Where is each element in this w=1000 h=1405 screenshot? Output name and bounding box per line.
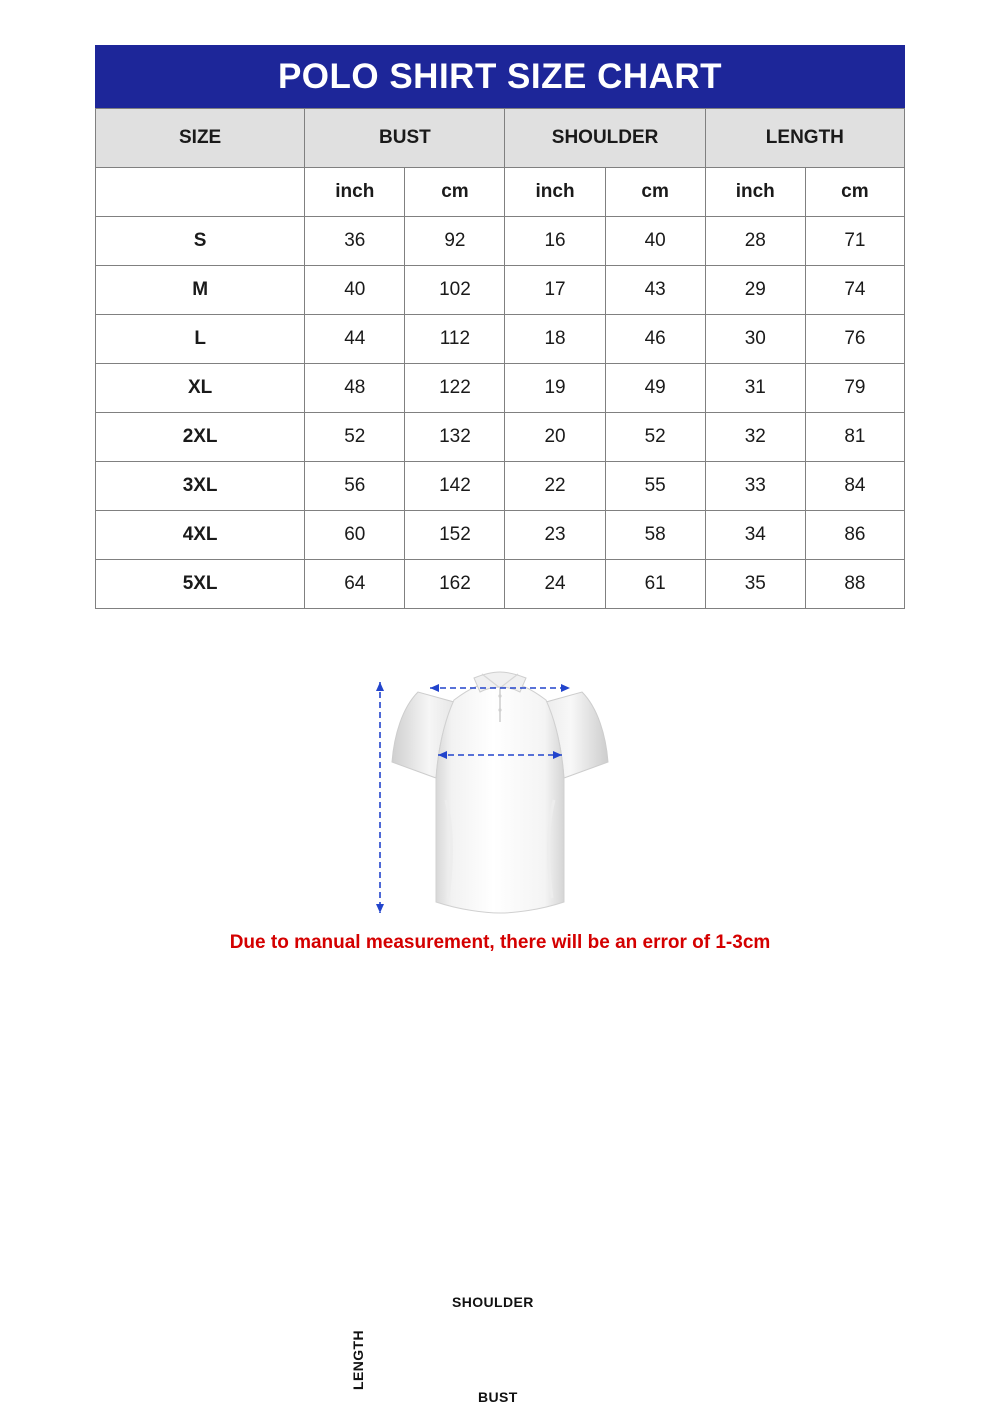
cell-length-inch: 29 — [705, 266, 805, 315]
cell-length-cm: 81 — [805, 413, 904, 462]
cell-size: 5XL — [96, 560, 305, 609]
table-row — [96, 462, 905, 511]
table-group-header-row — [96, 109, 905, 168]
table-row — [96, 266, 905, 315]
cell-length-inch: 32 — [705, 413, 805, 462]
cell-length-cm: 74 — [805, 266, 904, 315]
cell-shoulder-inch: 17 — [505, 266, 605, 315]
cell-length-inch: 28 — [705, 217, 805, 266]
length-measure-label: LENGTH — [350, 1330, 366, 1390]
table-row — [96, 560, 905, 609]
cell-length-cm: 86 — [805, 511, 904, 560]
cell-length-cm: 76 — [805, 315, 904, 364]
cell-size: M — [96, 266, 305, 315]
unit-cell-bust-cm: cm — [405, 168, 505, 217]
unit-cell-shoulder-cm: cm — [605, 168, 705, 217]
column-header-shoulder: SHOULDER — [505, 109, 705, 168]
cell-bust-inch: 60 — [305, 511, 405, 560]
cell-shoulder-cm: 55 — [605, 462, 705, 511]
cell-size: 2XL — [96, 413, 305, 462]
cell-shoulder-inch: 24 — [505, 560, 605, 609]
cell-shoulder-inch: 20 — [505, 413, 605, 462]
unit-cell-blank — [96, 168, 305, 217]
column-header-length: LENGTH — [705, 109, 904, 168]
table-row — [96, 511, 905, 560]
cell-size: 4XL — [96, 511, 305, 560]
cell-bust-cm: 162 — [405, 560, 505, 609]
cell-shoulder-cm: 43 — [605, 266, 705, 315]
cell-length-cm: 79 — [805, 364, 904, 413]
cell-bust-inch: 36 — [305, 217, 405, 266]
page-title: POLO SHIRT SIZE CHART — [95, 45, 905, 108]
cell-size: L — [96, 315, 305, 364]
shoulder-measure-label: SHOULDER — [452, 1294, 534, 1310]
cell-bust-inch: 40 — [305, 266, 405, 315]
size-chart-table — [95, 108, 905, 609]
cell-length-inch: 30 — [705, 315, 805, 364]
cell-bust-cm: 142 — [405, 462, 505, 511]
cell-bust-cm: 92 — [405, 217, 505, 266]
unit-cell-bust-inch: inch — [305, 168, 405, 217]
measurement-note: Due to manual measurement, there will be an error of 1-3cm — [229, 932, 771, 953]
cell-shoulder-cm: 40 — [605, 217, 705, 266]
cell-shoulder-cm: 61 — [605, 560, 705, 609]
table-row — [96, 315, 905, 364]
cell-bust-cm: 122 — [405, 364, 505, 413]
unit-cell-length-inch: inch — [705, 168, 805, 217]
cell-shoulder-cm: 49 — [605, 364, 705, 413]
column-header-bust: BUST — [305, 109, 505, 168]
table-row — [96, 413, 905, 462]
cell-bust-cm: 102 — [405, 266, 505, 315]
cell-shoulder-inch: 19 — [505, 364, 605, 413]
cell-size: 3XL — [96, 462, 305, 511]
bust-measure-label: BUST — [478, 1389, 518, 1405]
cell-bust-inch: 44 — [305, 315, 405, 364]
cell-length-inch: 31 — [705, 364, 805, 413]
cell-shoulder-cm: 58 — [605, 511, 705, 560]
cell-bust-cm: 112 — [405, 315, 505, 364]
size-chart-block — [95, 45, 905, 609]
cell-length-inch: 35 — [705, 560, 805, 609]
table-unit-row — [96, 168, 905, 217]
cell-length-inch: 34 — [705, 511, 805, 560]
cell-size: XL — [96, 364, 305, 413]
cell-length-cm: 71 — [805, 217, 904, 266]
table-row — [96, 217, 905, 266]
cell-shoulder-inch: 16 — [505, 217, 605, 266]
cell-size: S — [96, 217, 305, 266]
cell-shoulder-inch: 23 — [505, 511, 605, 560]
unit-cell-length-cm: cm — [805, 168, 904, 217]
table-row — [96, 364, 905, 413]
cell-shoulder-cm: 46 — [605, 315, 705, 364]
cell-length-cm: 84 — [805, 462, 904, 511]
cell-length-cm: 88 — [805, 560, 904, 609]
cell-shoulder-cm: 52 — [605, 413, 705, 462]
cell-bust-cm: 152 — [405, 511, 505, 560]
cell-bust-cm: 132 — [405, 413, 505, 462]
cell-length-inch: 33 — [705, 462, 805, 511]
polo-shirt-icon — [350, 630, 650, 920]
unit-cell-shoulder-inch: inch — [505, 168, 605, 217]
cell-shoulder-inch: 18 — [505, 315, 605, 364]
cell-shoulder-inch: 22 — [505, 462, 605, 511]
cell-bust-inch: 64 — [305, 560, 405, 609]
cell-bust-inch: 56 — [305, 462, 405, 511]
cell-bust-inch: 52 — [305, 413, 405, 462]
cell-bust-inch: 48 — [305, 364, 405, 413]
column-header-size: SIZE — [96, 109, 305, 168]
